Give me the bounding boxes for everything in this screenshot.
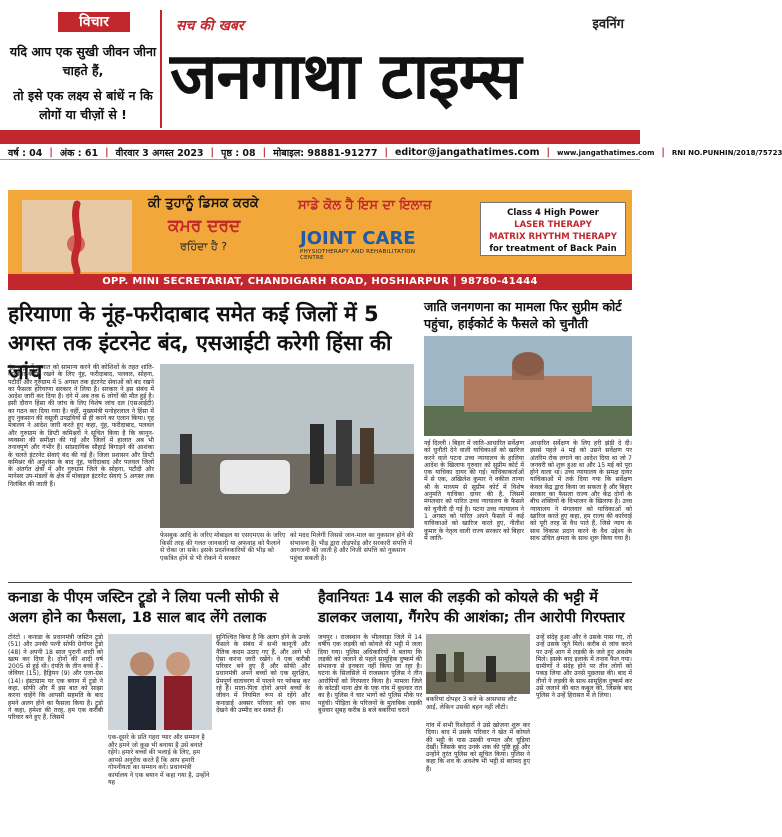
story3-body-left: टोरंटो । कनाडा के प्रधानमंत्री जस्टिन ट्रूडो (51) और उनकी पत्नी सोफी ग्रेगॉयर ट्रूडो (48) ने अपनी 18 साल पुरानी शादी को खत्म कर दिया है। दोनों की शादी वर्ष 2005 से हुई थी। दंपति के तीन बच्चे हैं - जेवियर (15), हैड्रियन (9) और एला-ग्रेस (14)। इंस्टाग्राम पर एक बयान में ट्रूडो ने कहा, सोफी और मैं इस बात को साझा करना चाहेंगे कि आपसी सहमति के बाद हमने अलग होने का फैसला किया है। ट्रूडो ने कहा, हमेशा की तरह, हम एक करीबी परिवार बने हुए हैं, जिसमें [8,634,103,722]
story3-headline[interactable]: कनाडा के पीएम जस्टिन ट्रूडो ने लिया पत्नी सोफी से अलग होने का फैसला, 18 साल बाद लेंगे तलाक [8,590,279,626]
story4-body-middle: गांव में सभी रिश्तेदारों ने उसे खोजना शुरू कर दिया। बाद में उसके परिवार ने खेत में कोयले की भट्ठी के पास उसकी चप्पल और चूड़ियां देखीं। जिसके बाद उनके शक की पुष्टि हुई और उन्होंने तुरंत पुलिस को सूचित किया। पुलिस ने कहा कि शव के अवशेष भी भट्ठी से बरामद हुए हैं। [426,722,530,773]
ad-address: OPP. MINI SECRETARIAT, CHANDIGARH ROAD, HOSHIARPUR | 98780-41444 [8,274,632,290]
section-divider [8,582,632,583]
story1-photo-illustration [160,364,414,528]
therapy-line-2: LASER THERAPY [514,220,592,230]
editor-email[interactable]: editor@jangathatimes.com [394,147,540,158]
issue-date: वीरवार 3 अगस्त 2023 [115,148,204,159]
issue-info-bar: वर्ष : 04 | अंक : 61 | वीरवार 3 अगस्त 2023 | पृष्ठ : 08 | मोबाइल: 98881-91277 | editor@jangathatimes.com | www.jangathatimes.com | RNI NO.PUNHIN/2018/75723 [0,146,640,160]
story4-body-left: जयपुर । राजस्थान के भीलवाड़ा जिले में 14 वर्षीय एक लड़की को कोयले की भट्ठी में जला दिया गया। पुलिस अधिकारियों ने बताया कि लड़की को जलाने से पहले सामूहिक दुष्कर्म की संभावना से इनकार नहीं किया जा रहा है। घटना के सिलसिले में राजस्थान पुलिस ने तीन आरोपियों को गिरफ्तार किया है। मामला जिले के कोटड़ी थाना क्षेत्र के एक गांव में बुधवार रात का है। पुलिस ने चार भागों को पुलिस मौके पर पहुंची। पीड़िता के परिजनों के मुताबिक लड़की बुधवार सुबह करीब 8 बजे बकरियां चराने [318,634,422,714]
therapy-line-3: MATRIX RHYTHM THERAPY [489,232,617,242]
story2-photo [424,336,632,436]
rni-number: RNI NO.PUNHIN/2018/75723 [671,148,782,157]
issue-year: वर्ष : 04 [8,148,43,159]
edition-label: इवनिंग [592,17,624,32]
quote-line-1: यदि आप एक सुखी जीवन जीना चाहते हैं, [9,44,157,78]
mobile-number: मोबाइल: 98881-91277 [273,148,378,159]
opinion-quote [8,42,158,124]
story4-photo [426,634,530,694]
police-scene-illustration [426,634,530,694]
trudeau-photo-illustration [108,634,212,730]
joint-care-logo [300,228,420,264]
story1-body: नूंह । नूंह में हालात को सामान्य करने की कोशिशों के तहत शांति-व्यवस्था बनाए रखने के लिए नूंह, फरीदाबाद, पलवल, सोहना, पटौदी और गुरुग्राम में 5 अगस्त तक इंटरनेट सेवाओं को बंद रखने का फैसला हरियाणा सरकार ने लिया है। सरकार ने इस संबंध में आदेश जारी कर दिया है। दंगे में अब तक 6 लोगों की मौत हुई है। इसी दौरान हिंसा की जांच के लिए विशेष जांच दल (एसआईटी) का गठन कर दिया गया है। वहीं, मुख्यमंत्री मनोहरलाल ने हिंसा में हुए नुकसान की वसूली उपद्रवियों से ही करने का एलान किया। गृह मंत्रालय ने आदेश जारी करते हुए कहा, नूंह, फरीदाबाद, पलवल और गुरुग्राम के डिप्टी कमिश्नरों ने सूचित किया है कि कानून-व्यवस्था की समीक्षा की गई और जिलों में हालात अब भी तनावपूर्ण और गंभीर हैं। सांप्रदायिक सौहार्द्र बिगाड़ने की आशंका के चलते इंटरनेट सेवाएं बंद की गई हैं। जिला प्रशासन और डिप्टी कमिश्नर की अनुशंसा के बाद नूंह, फरीदाबाद और पलवल जिलों के अंतर्गत क्षेत्रों में और गुरुग्राम जिले के सोहना, पटौदी और मानेसर उप-मंडलों के क्षेत्र में मोबाइल इंटरनेट सेवाएं 5 अगस्त तक निलंबित की जाती हैं। [8,364,154,488]
story2-body-left: नई दिल्ली । बिहार में जाति-आधारित सर्वेक्षण को चुनौती देने वाली याचिकाओं को खारिज करने वाले पटना उच्च न्यायालय के हालिया आदेश के खिलाफ गुरुवार को सुप्रीम कोर्ट में एक याचिका दायर की गई। याचिकाकर्ताओं में से एक, अखिलेश कुमार ने वकील तान्या श्री के माध्यम से सुप्रीम कोर्ट में विशेष अनुमति याचिका दायर की है, जिसमें मंगलवार को पारित उच्च न्यायालय के फैसले को चुनौती दी गई है। पटना उच्च न्यायालय ने 1 अगस्त को पारित अपने फैसले में कई याचिकाओं को खारिज करते हुए, नीतीश कुमार के नेतृत्व वाली राज्य सरकार को बिहार में जाति- [424,440,524,542]
story4-headline[interactable]: हैवानियतः 14 साल की लड़की को कोयले की भट्टी में डालकर जलाया, गैंगरेप की आशंका; तीन आरोपी गिरफ्तार [318,590,625,626]
ad-punjabi-line-3: ਰਹਿੰਦਾ ਹੈ ? [180,240,228,253]
quote-line-2: तो इसे एक लक्ष्य से बांधें न कि लोगों या चीज़ों से ! [13,88,153,122]
story4-caption: बकरियां दोपहर 3 बजे के आसपास लौट आईं, लेकिन उसकी बहन नहीं लौटी। [426,696,517,711]
opinion-label: विचार [58,12,130,32]
story3-body-middle: एक-दूसरे के प्रति गहरा प्यार और सम्मान है और हमने जो कुछ भी बनाया है उसे बनाते रहेंगे। हमारे बच्चों की भलाई के लिए, हम आपसे अनुरोध करते हैं कि आप हमारी गोपनीयता का सम्मान करें। प्रधानमंत्री कार्यालय ने एक बयान में कहा गया है, उन्होंने यह [108,734,210,786]
newspaper-title: जनगाथा टाइम्स [170,39,521,114]
tagline: सच की खबर [176,18,244,34]
story2-headline[interactable]: जाति जनगणना का मामला फिर सुप्रीम कोर्ट पहुंचा, हाईकोर्ट के फैसले को चुनौती [424,299,622,331]
spine-illustration [22,200,132,272]
story1-caption-1: फेसबुक आदि के जरिए मोबाइल या एसएमएस के जरिए किसी तरह की गलत जानकारी या अफवाह को फैलाने से रोका जा सके। इसके प्रदर्शनकारियों की भीड़ को एकत्रित होने से भी रोकने में सरकार [160,532,286,562]
story1-photo [160,364,414,528]
story3-body-right: सुनिश्चित किया है कि अलग होने के उनके फैसले के संबंध में सभी कानूनी और नैतिक कदम उठाए गए हैं, और आगे भी ऐसा करना जारी रखेंगे। वे एक करीबी परिवार बने हुए हैं और सोफी और प्रधानमंत्री अपने बच्चों को एक सुरक्षित, प्रेमपूर्ण वातावरण में पालने पर फोकस कर रहे हैं। माता-पिता दोनों अपने बच्चों के जीवन में नियमित रूप से रहेंगे और कनाडाई अक्सर परिवार को एक साथ देखने की उम्मीद कर सकते हैं। [216,634,310,714]
brand-subtitle: PHYSIOTHERAPY AND REHABILITATION CENTRE [300,249,416,261]
story1-headline[interactable]: हरियाणा के नूंह-फरीदाबाद समेत कई जिलों में 5 अगस्त तक इंटरनेट बंद, एसआईटी करेगी हिंसा की जांच [8,302,392,384]
website-url[interactable]: www.jangathatimes.com [557,148,655,157]
therapy-line-4: for treatment of Back Pain [489,244,617,254]
story1-caption-2: को मदद मिलेगी जिससे जान-माल का नुकसान होने की संभावना है। भीड़ द्वारा तोड़फोड़ और सरकारी संपत्ति में आगजनी की जाती है और निजी संपत्ति को नुकसान पहुंचा सकती है। [290,532,414,562]
red-divider-bar [0,130,640,144]
story2-body-right: आधारित सर्वेक्षण के लिए हरी झंडी दे दी। इससे पहले 4 मई को उसने सर्वेक्षण पर अंतरिम रोक लगाने का आदेश दिया था जो 7 जनवरी को शुरू हुआ था और 15 मई को पूरा होने वाला था। उच्च न्यायालय के समक्ष दायर याचिकाओं में तर्क दिया गया कि सर्वेक्षण केवल केंद्र द्वारा किया जा सकता है और बिहार सरकार का फैसला राज्य और केंद्र दोनों के बीच शक्तियों के विभाजन के खिलाफ है। उच्च न्यायालय ने मंगलवार को याचिकाओं को खारिज करते हुए कहा, हम राज्य की कार्रवाई को पूरी तरह से वैध पाते हैं, जिसे न्याय के साथ विकास प्रदान करने के वैध उद्देश्य के साथ उचित क्षमता के साथ शुरू किया गया है। [530,440,632,542]
therapy-line-1: Class 4 High Power [507,208,599,218]
newspaper-logo [160,10,630,128]
page-count: पृष्ठ : 08 [221,148,256,159]
story3-photo [108,634,212,730]
issue-number: अंक : 61 [59,148,99,159]
joint-care-advert[interactable] [8,190,632,290]
therapy-box [480,202,626,256]
brand-name: JOINT CARE [300,228,416,249]
ad-punjabi-line-2: ਕਮਰ ਦਰਦ [168,216,241,236]
ad-punjabi-line-1: ਕੀ ਤੁਹਾਨੂੰ ਡਿਸਕ ਕਰਕੇ [148,196,259,211]
story4-body-right: उन्हें संदेह हुआ और वे उसके पास गए, तो उन्हें उसके जूते मिले। करीब से जांच करने पर उन्हें आग में लड़की के जले हुए अवशेष मिले। इसके बाद इलाके में तनाव फैल गया। ग्रामीणों ने संदेह होने पर तीन लोगों को पकड़ लिया और उनसे पूछताछ की। बाद में तीनों ने लड़की के साथ सामूहिक दुष्कर्म कर उसे जलाने की बात कबूल की, जिसके बाद पुलिस ने उन्हें हिरासत में ले लिया। [536,634,632,700]
supreme-court-illustration [424,336,632,436]
ad-punjabi-right: ਸਾਡੇ ਕੋਲ ਹੈ ਇਸ ਦਾ ਇਲਾਜ਼ [298,198,432,213]
